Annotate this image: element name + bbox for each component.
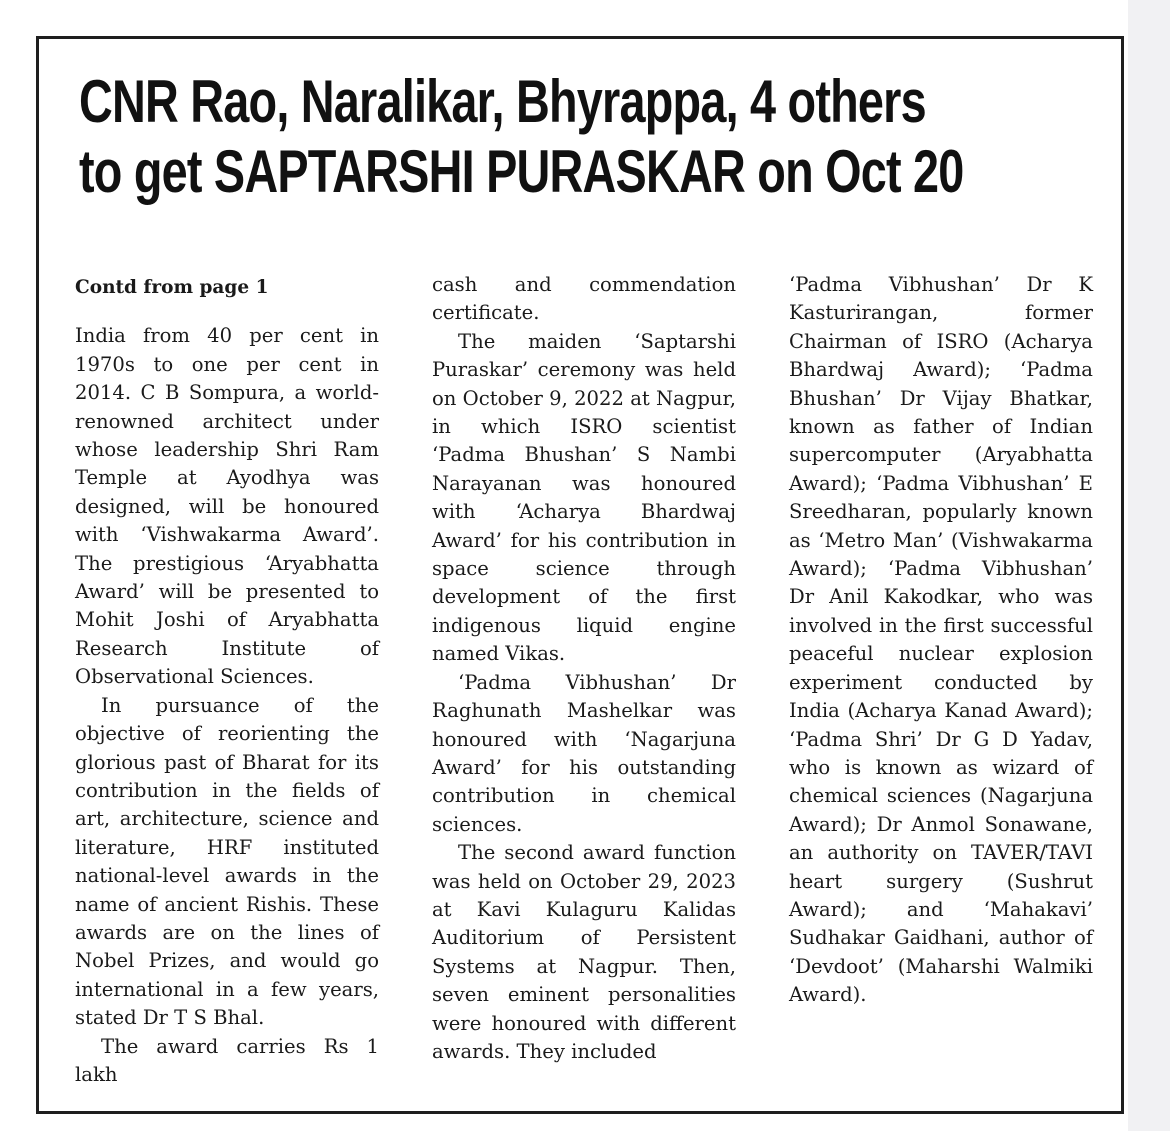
paragraph: ‘Padma Vibhushan’ Dr Raghunath Mashelkar was honoured with ‘Nagarjuna Award’ for his outstanding contribution in chemical sciences.: [432, 670, 736, 836]
paragraph: India from 40 per cent in 1970s to one per cent in 2014. C B Sompura, a world-renowned architect under whose leadership Shri Ram Temple at Ayodhya was designed, will be honoured with ‘Vishwakarma Award’. The prestigious ‘Aryabhatta Award’ will be presented to Mohit Joshi of Aryabhatta Research Institute of Observational Sciences.: [75, 324, 379, 689]
paragraph: In pursuance of the objective of reorienting the glorious past of Bharat for its contribution in the fields of art, architecture, science and literature, HRF instituted national-level awards in the name of ancient Rishis. These awards are on the lines of Nobel Prizes, and would go international in a few years, stated Dr T S Bhal.: [75, 693, 379, 1030]
headline: [79, 67, 964, 207]
headline-line-2: to get SAPTARSHI PURASKAR on Oct 20: [79, 138, 964, 205]
page-margin-strip: [1128, 0, 1170, 1131]
article-column-2: [432, 271, 736, 1066]
paragraph: cash and commendation certificate.: [432, 273, 736, 325]
article-column-3: [789, 271, 1093, 1010]
paragraph: ‘Padma Vibhushan’ Dr K Kasturirangan, former Chairman of ISRO (Acharya Bhardwaj Award); ‘Padma Bhushan’ Dr Vijay Bhatkar, known as father of Indian supercomputer (Aryabhatta Award); ‘Padma Vibhushan’ E Sreedharan, popularly known as ‘Metro Man’ (Vishwakarma Award); ‘Padma Vibhushan’ Dr Anil Kakodkar, who was involved in the first successful peaceful nuclear explosion experiment conducted by India (Acharya Kanad Award); ‘Padma Shri’ Dr G D Yadav, who is known as wizard of chemical sciences (Nagarjuna Award); Dr Anmol Sonawane, an authority on TAVER/TAVI heart surgery (Sushrut Award); and ‘Mahakavi’ Sudhakar Gaidhani, author of ‘Devdoot’ (Maharshi Walmiki Award).: [789, 273, 1093, 1007]
continuation-label: Contd from page 1: [75, 277, 269, 298]
newspaper-clipping: [36, 36, 1124, 1114]
paragraph: The second award function was held on October 29, 2023 at Kavi Kulaguru Kalidas Auditorium of Persistent Systems at Nagpur. Then, seven eminent personalities were honoured with different awards. They included: [432, 841, 736, 1063]
article-column-1: [75, 271, 379, 1089]
headline-line-1: CNR Rao, Naralikar, Bhyrappa, 4 others: [79, 68, 926, 135]
paragraph: The maiden ‘Saptarshi Puraskar’ ceremony was held on October 9, 2022 at Nagpur, in which ISRO scientist ‘Padma Bhushan’ S Nambi Narayanan was honoured with ‘Acharya Bhardwaj Award’ for his contribution in space science through development of the first indigenous liquid engine named Vikas.: [432, 329, 736, 666]
paragraph: The award carries Rs 1 lakh: [75, 1034, 379, 1086]
